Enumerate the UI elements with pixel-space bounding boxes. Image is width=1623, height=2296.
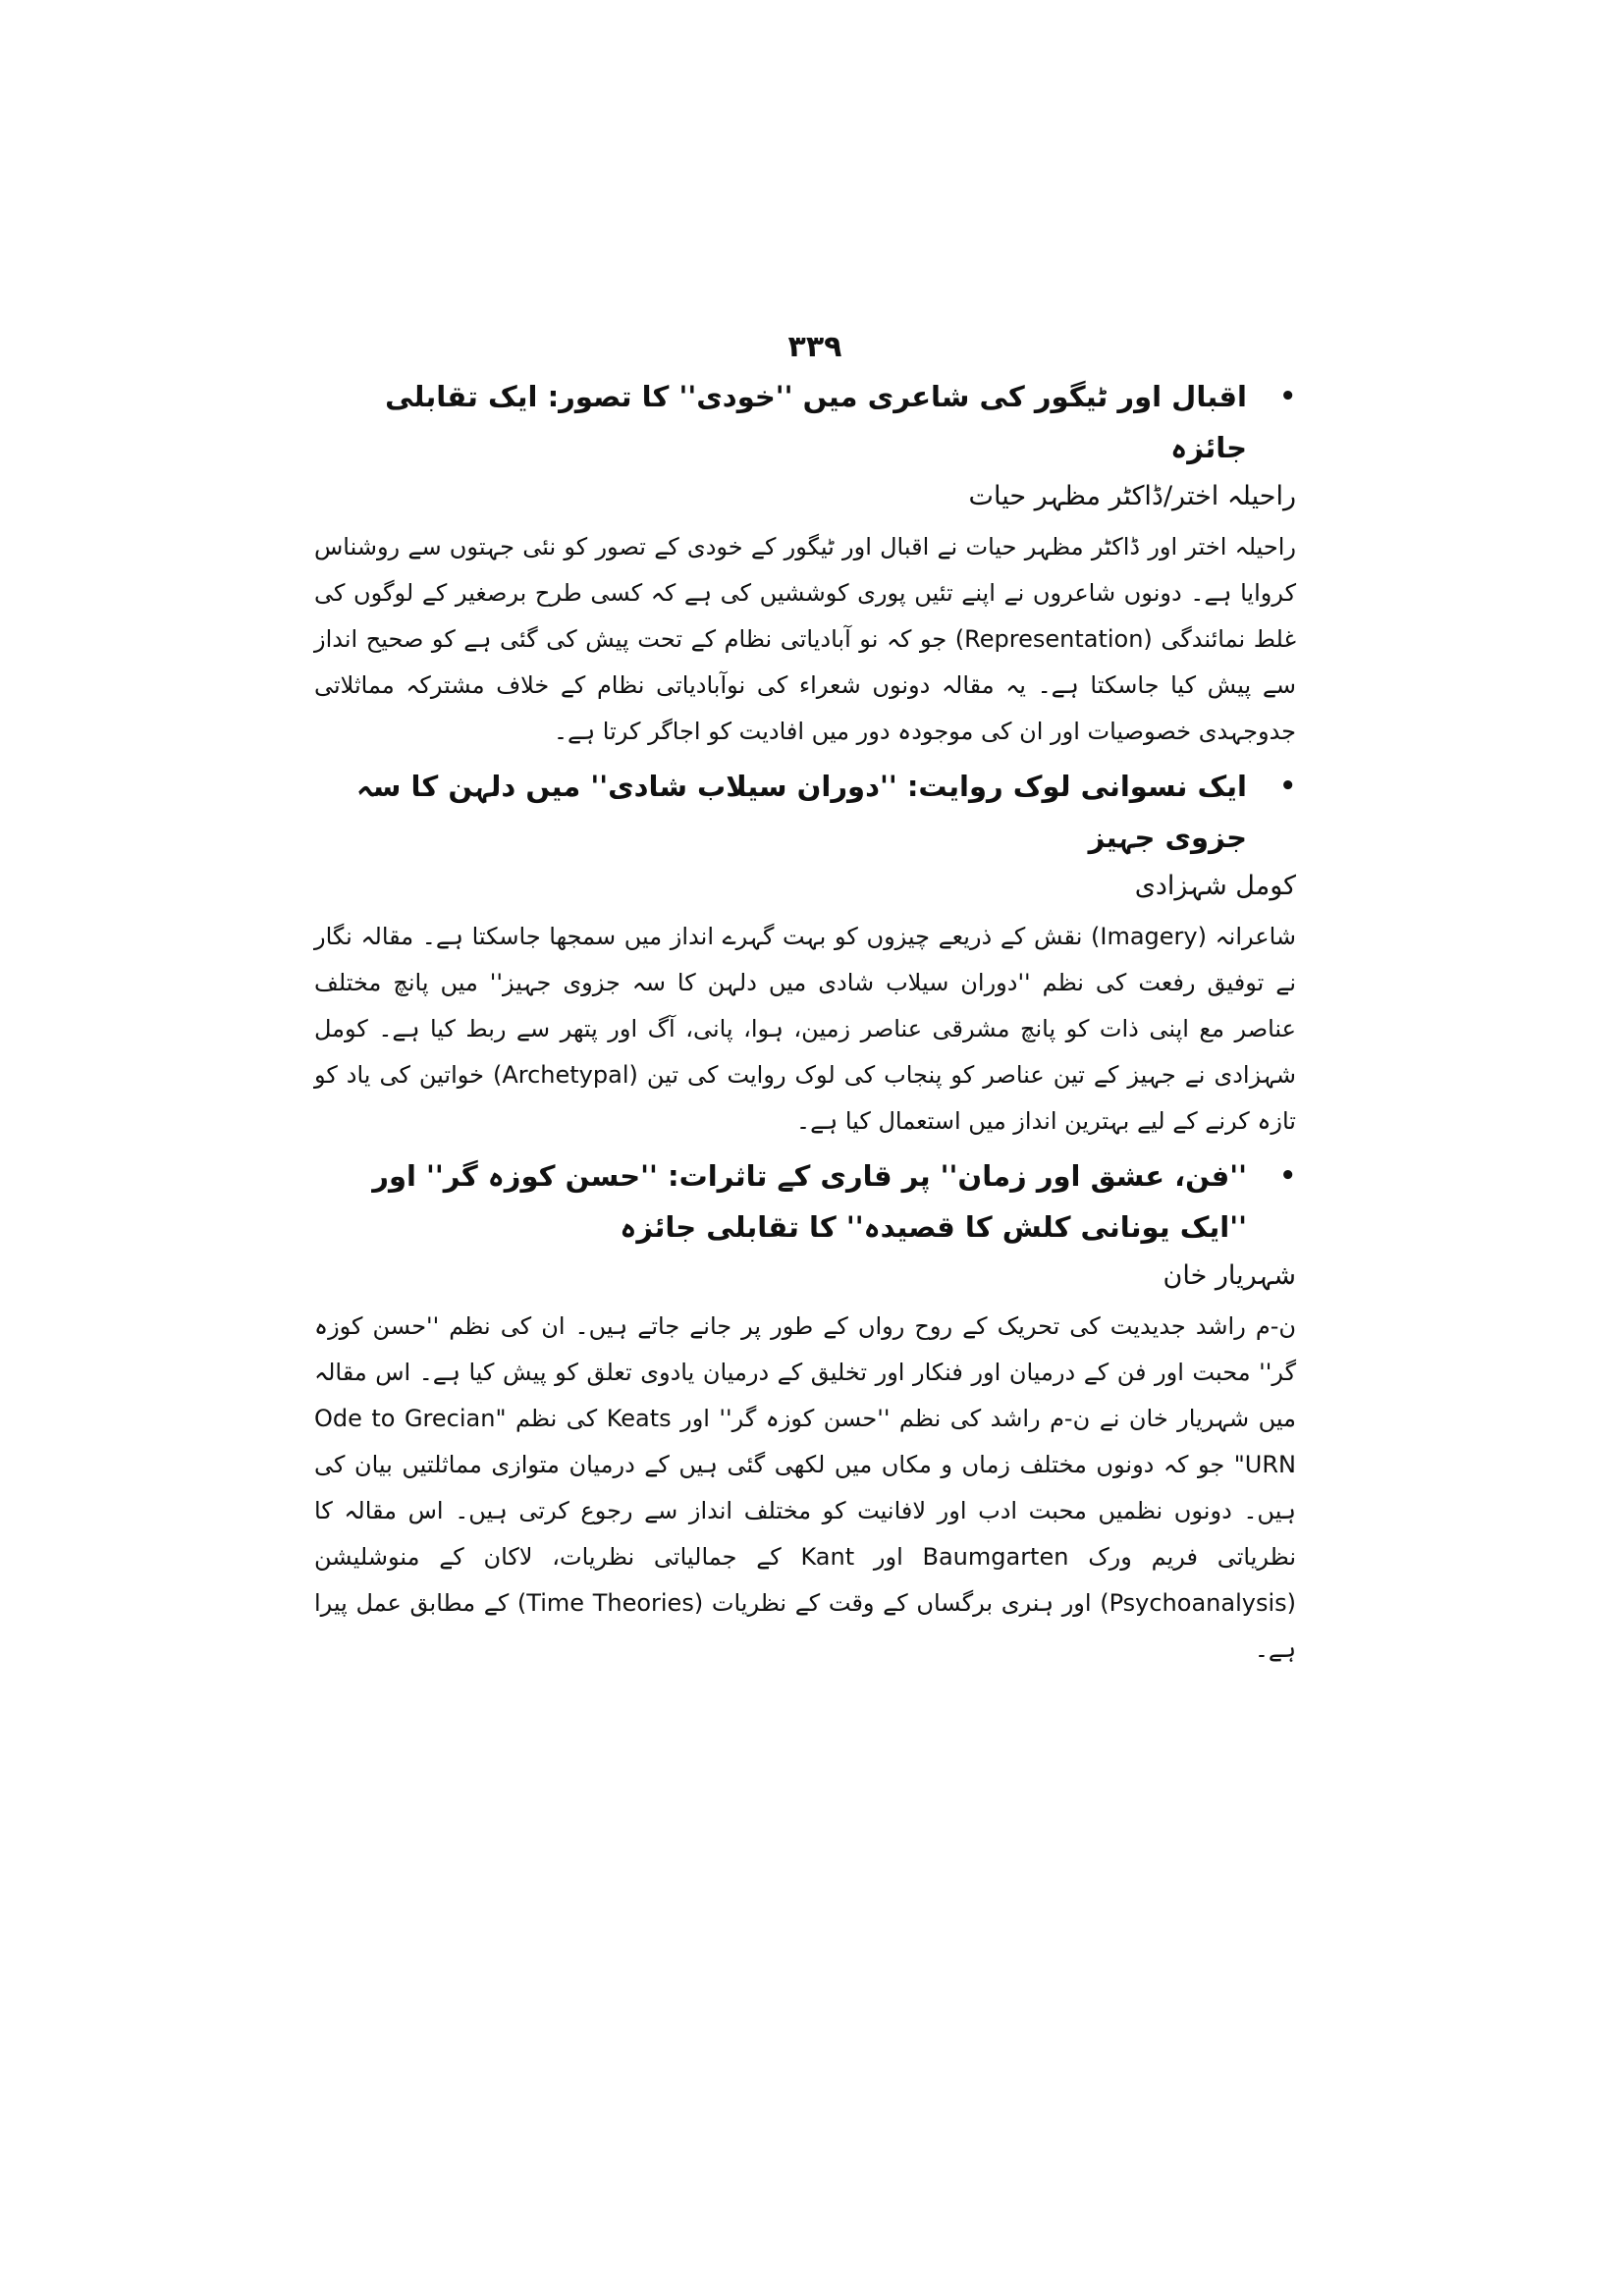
entry-heading bbox=[314, 1150, 1296, 1253]
bullet-icon: • bbox=[1279, 382, 1296, 411]
abstract-text: راحیلہ اختر اور ڈاکٹر مظہر حیات نے اقبال اور ٹیگور کے خودی کے تصور کو نئی جہتوں سے روشناس کروایا ہے۔ دونوں شاعروں نے اپنے تئیں پوری کوششیں کی ہے کہ کسی طرح برصغیر کے لوگوں کی غلط نمائندگی (Representation) جو کہ نو آبادیاتی نظام کے تحت پیش کی گئی ہے کو صحیح انداز سے پیش کیا جاسکتا ہے۔ یہ مقالہ دونوں شعراء کی نوآبادیاتی نظام کے خلاف مشترکہ مماثلاتی جدوجہدی خصوصیات اور ان کی موجودہ دور میں افادیت کو اجاگر کرتا ہے۔ bbox=[314, 533, 1296, 745]
entry-abstract bbox=[314, 914, 1296, 1145]
entry-authors: راحیلہ اختر/ڈاکٹر مظہر حیات bbox=[968, 481, 1296, 511]
entry-authors: کومل شہزادی bbox=[1134, 871, 1296, 901]
entry-abstract bbox=[314, 1304, 1296, 1673]
abstract-text: ن-م راشد جدیدیت کی تحریک کے روح رواں کے طور پر جانے جاتے ہیں۔ ان کی نظم ''حسن کوزہ گر'' محبت اور فن کے درمیان اور فنکار اور تخلیق کے درمیان یادوی تعلق کو پیش کیا ہے۔ اس مقالہ میں شہریار خان نے ن-م راشد کی نظم ''حسن کوزہ گر'' اور Keats کی نظم "Ode to Grecian URN" جو کہ دونوں مختلف زماں و مکاں میں لکھی گئی ہیں کے درمیان متوازی مماثلتیں بیان کی ہیں۔ دونوں نظمیں محبت ادب اور لافانیت کو مختلف انداز سے رجوع کرتی ہیں۔ اس مقالہ کا نظریاتی فریم ورک Baumgarten اور Kant کے جمالیاتی نظریات، لاکان کے منوشلیشن (Psychoanalysis) اور ہنری برگساں کے وقت کے نظریات (Time Theories) کے مطابق عمل پیرا ہے۔ bbox=[314, 1312, 1297, 1663]
entry-title: ''فن، عشق اور زمان'' پر قاری کے تاثرات: ''حسن کوزہ گر'' اور ''ایک یونانی کلش کا قصیدہ'' کا تقابلی جائزہ bbox=[372, 1159, 1247, 1244]
abstracts-list bbox=[314, 371, 1296, 1679]
abstract-text: شاعرانہ (Imagery) نقش کے ذریعے چیزوں کو بہت گہرے انداز میں سمجھا جاسکتا ہے۔ مقالہ نگار نے توفیق رفعت کی نظم ''دوران سیلاب شادی میں دلہن کا سہ جزوی جہیز'' میں پانچ مختلف عناصر مع اپنی ذات کو پانچ مشرقی عناصر زمین، ہوا، پانی، آگ اور پتھر سے ربط کیا ہے۔ کومل شہزادی نے جہیز کے تین عناصر کو پنجاب کی لوک روایت کی تین (Archetypal) خواتین کی یاد کو تازہ کرنے کے لیے بہترین انداز میں استعمال کیا ہے۔ bbox=[314, 923, 1297, 1135]
bullet-icon: • bbox=[1279, 772, 1296, 801]
abstract-entry bbox=[314, 371, 1296, 755]
entry-heading bbox=[314, 371, 1296, 473]
entry-title: اقبال اور ٹیگور کی شاعری میں ''خودی'' کا تصور: ایک تقابلی جائزہ bbox=[385, 380, 1247, 464]
abstract-entry bbox=[314, 1150, 1296, 1673]
abstract-entry bbox=[314, 761, 1296, 1145]
entry-title: ایک نسوانی لوک روایت: ''دوران سیلاب شادی'' میں دلہن کا سہ جزوی جہیز bbox=[355, 770, 1247, 854]
entry-authors: شہریار خان bbox=[1163, 1260, 1296, 1291]
entry-heading bbox=[314, 761, 1296, 863]
entry-abstract bbox=[314, 524, 1296, 755]
page-number: ۳۳۹ bbox=[787, 330, 842, 364]
bullet-icon: • bbox=[1279, 1161, 1296, 1191]
